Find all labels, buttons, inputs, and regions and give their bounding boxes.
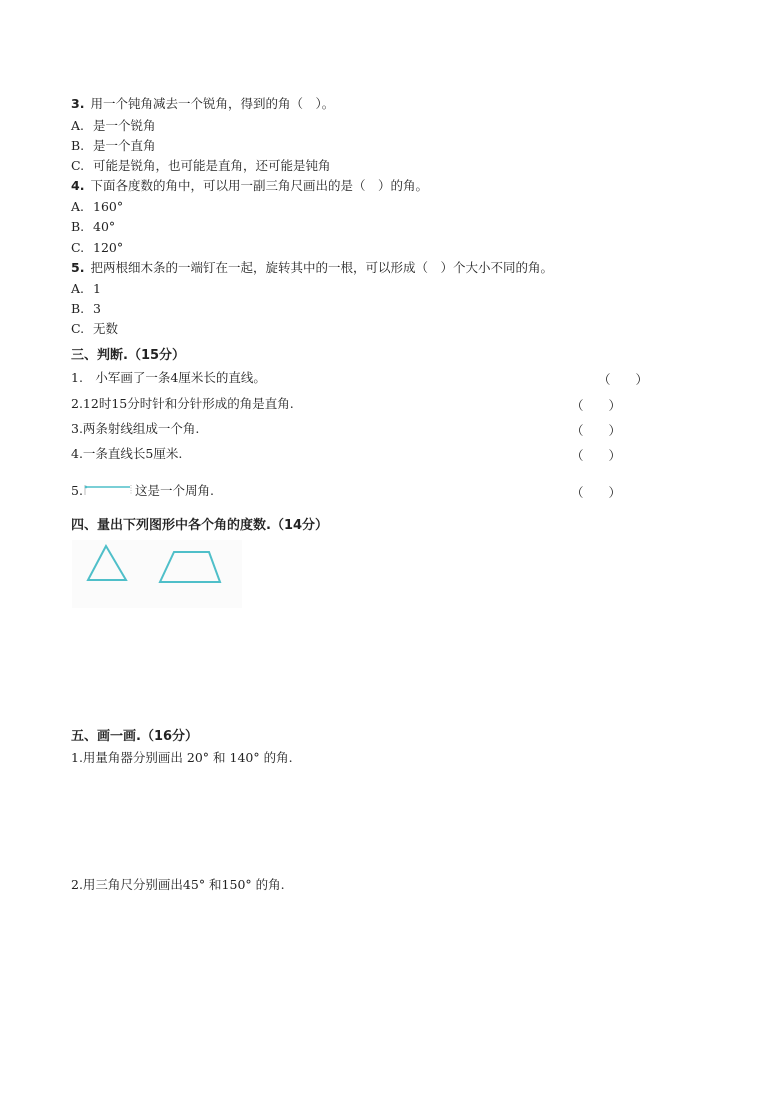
judge-text: 这是一个周角.	[134, 483, 214, 498]
answer-paren[interactable]: （ ）	[598, 372, 649, 387]
option-text: 是一个锐角	[93, 118, 156, 133]
option-text: 无数	[93, 321, 119, 336]
option-letter: C.	[71, 240, 85, 255]
judge-text: 2.12时15分时针和分针形成的角是直角.	[71, 396, 294, 411]
answer-paren[interactable]: （ ）	[571, 398, 622, 413]
judge-item-1	[71, 370, 266, 386]
option-c	[71, 321, 118, 337]
answer-paren[interactable]: （ ）	[571, 423, 622, 438]
option-text: 40°	[93, 219, 116, 234]
option-letter: C.	[71, 321, 85, 336]
judge-item-2	[71, 396, 294, 412]
question-5	[71, 260, 553, 276]
question-number: 4.	[71, 178, 85, 193]
draw-item-2: 2.用三角尺分别画出45° 和150° 的角.	[71, 877, 285, 892]
section-5-title: 五、画一画.（16分）	[71, 729, 199, 744]
judge-text: 1. 小军画了一条4厘米长的直线。	[71, 370, 266, 385]
answer-paren[interactable]: （ ）	[571, 485, 622, 500]
option-text: 160°	[93, 199, 124, 214]
option-text: 可能是锐角，也可能是直角，还可能是钝角	[93, 158, 331, 173]
option-a	[71, 118, 156, 134]
question-3	[71, 96, 334, 112]
judge-item-5	[71, 483, 214, 499]
answer-paren[interactable]: （ ）	[571, 448, 622, 463]
judge-item-4	[71, 446, 182, 462]
option-a	[71, 199, 123, 215]
judge-text: 4.一条直线长5厘米.	[71, 446, 183, 461]
option-letter: C.	[71, 158, 85, 173]
option-letter: B.	[71, 301, 85, 316]
question-4	[71, 178, 428, 194]
section-4-title: 四、量出下列图形中各个角的度数.（14分）	[71, 518, 329, 533]
option-letter: A.	[71, 199, 85, 214]
option-b	[71, 138, 156, 154]
figure-area	[72, 540, 242, 608]
option-a	[71, 281, 101, 297]
option-text: 3	[93, 301, 101, 316]
question-text: 把两根细木条的一端钉在一起，旋转其中的一根，可以形成（ ）个大小不同的角。	[90, 260, 553, 275]
full-angle-icon	[83, 483, 135, 497]
question-number: 5.	[71, 260, 85, 275]
option-letter: A.	[71, 118, 85, 133]
shapes-figure	[72, 540, 242, 608]
question-number: 3.	[71, 96, 85, 111]
judge-text: 3.两条射线组成一个角.	[71, 421, 200, 436]
question-text: 下面各度数的角中，可以用一副三角尺画出的是（ ）的角。	[90, 178, 428, 193]
option-c	[71, 158, 331, 174]
option-c	[71, 240, 123, 256]
triangle-shape	[88, 546, 126, 580]
option-b	[71, 219, 115, 235]
draw-item-1: 1.用量角器分别画出 20° 和 140° 的角.	[71, 750, 293, 765]
question-text: 用一个钝角减去一个锐角，得到的角（ ）。	[90, 96, 335, 111]
option-letter: A.	[71, 281, 85, 296]
option-text: 是一个直角	[93, 138, 156, 153]
trapezoid-shape	[160, 552, 220, 582]
option-letter: B.	[71, 138, 85, 153]
option-letter: B.	[71, 219, 85, 234]
option-text: 120°	[93, 240, 124, 255]
judge-item-3	[71, 421, 199, 437]
section-3-title: 三、判断.（15分）	[71, 348, 186, 363]
option-b	[71, 301, 101, 317]
option-text: 1	[93, 281, 101, 296]
judge-number: 5.	[71, 483, 83, 498]
